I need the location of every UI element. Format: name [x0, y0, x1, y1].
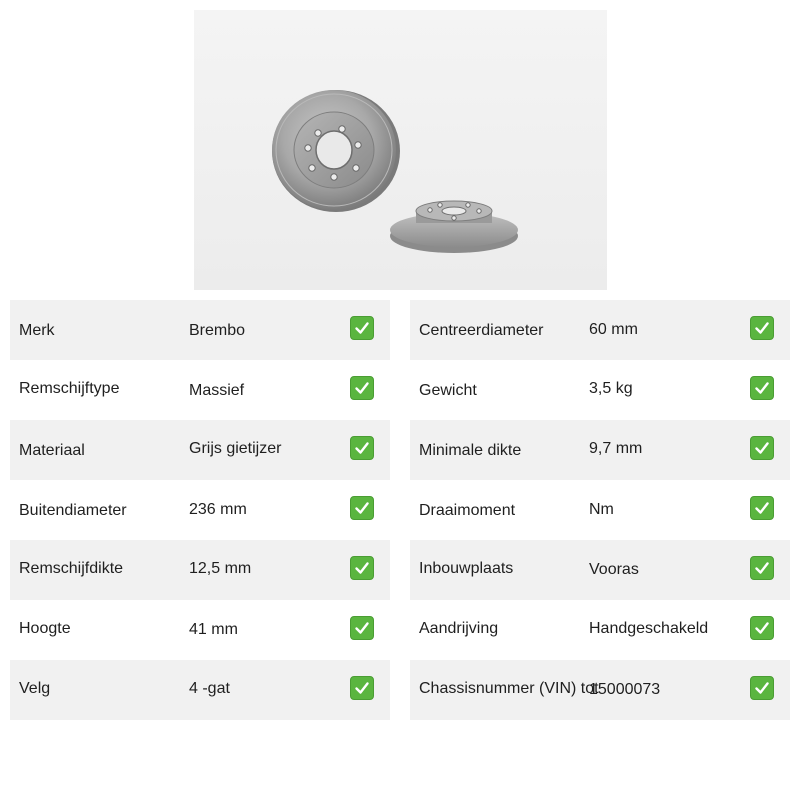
spec-label: Hoogte	[19, 620, 71, 637]
check-mark-icon	[750, 376, 774, 400]
spec-value: Nm	[589, 501, 614, 518]
check-mark-icon	[750, 556, 774, 580]
spec-label: Chassisnummer (VIN) tot	[419, 680, 599, 697]
check-mark-icon	[350, 556, 374, 580]
spec-row	[410, 660, 790, 720]
check-mark-icon	[350, 436, 374, 460]
spec-row	[10, 420, 390, 480]
check-mark-icon	[750, 496, 774, 520]
spec-value: Handgeschakeld	[589, 620, 709, 637]
spec-row	[10, 660, 390, 720]
spec-label: Gewicht	[419, 382, 477, 399]
spec-label: Draaimoment	[419, 502, 516, 519]
spec-label: Centreerdiameter	[419, 322, 544, 339]
spec-row	[410, 600, 790, 660]
spec-label: Materiaal	[19, 442, 85, 459]
spec-label: Remschijfdikte	[19, 560, 124, 577]
spec-row	[10, 300, 390, 360]
spec-value: Vooras	[589, 561, 639, 578]
spec-value: 9,7 mm	[589, 440, 643, 457]
spec-value: 4 -gat	[189, 680, 230, 697]
product-image	[194, 10, 607, 290]
spec-label: Merk	[19, 322, 55, 339]
spec-row	[410, 540, 790, 600]
spec-value: Grijs gietijzer	[189, 440, 282, 457]
spec-table-right	[410, 300, 790, 720]
check-mark-icon	[350, 316, 374, 340]
spec-row	[410, 360, 790, 420]
spec-table-left	[10, 300, 390, 720]
spec-label: Remschijftype	[19, 380, 120, 397]
spec-row	[10, 540, 390, 600]
spec-value: 60 mm	[589, 321, 638, 338]
spec-value: 236 mm	[189, 501, 247, 518]
spec-label: Aandrijving	[419, 620, 499, 637]
check-mark-icon	[750, 436, 774, 460]
spec-row	[10, 360, 390, 420]
spec-label: Minimale dikte	[419, 442, 522, 459]
spec-row	[410, 480, 790, 540]
spec-label: Velg	[19, 680, 51, 697]
check-mark-icon	[750, 676, 774, 700]
brake-discs-photo	[194, 10, 607, 290]
check-mark-icon	[350, 676, 374, 700]
spec-row	[410, 300, 790, 360]
spec-row	[410, 420, 790, 480]
spec-value: 15000073	[589, 681, 661, 698]
spec-value: Brembo	[189, 322, 246, 339]
spec-row	[10, 480, 390, 540]
check-mark-icon	[350, 616, 374, 640]
check-mark-icon	[750, 616, 774, 640]
check-mark-icon	[350, 376, 374, 400]
spec-value: 41 mm	[189, 621, 238, 638]
spec-value: Massief	[189, 382, 245, 399]
spec-label: Inbouwplaats	[419, 560, 514, 577]
spec-value: 3,5 kg	[589, 380, 633, 397]
spec-label: Buitendiameter	[19, 502, 127, 519]
check-mark-icon	[750, 316, 774, 340]
spec-row	[10, 600, 390, 660]
spec-value: 12,5 mm	[189, 560, 252, 577]
check-mark-icon	[350, 496, 374, 520]
